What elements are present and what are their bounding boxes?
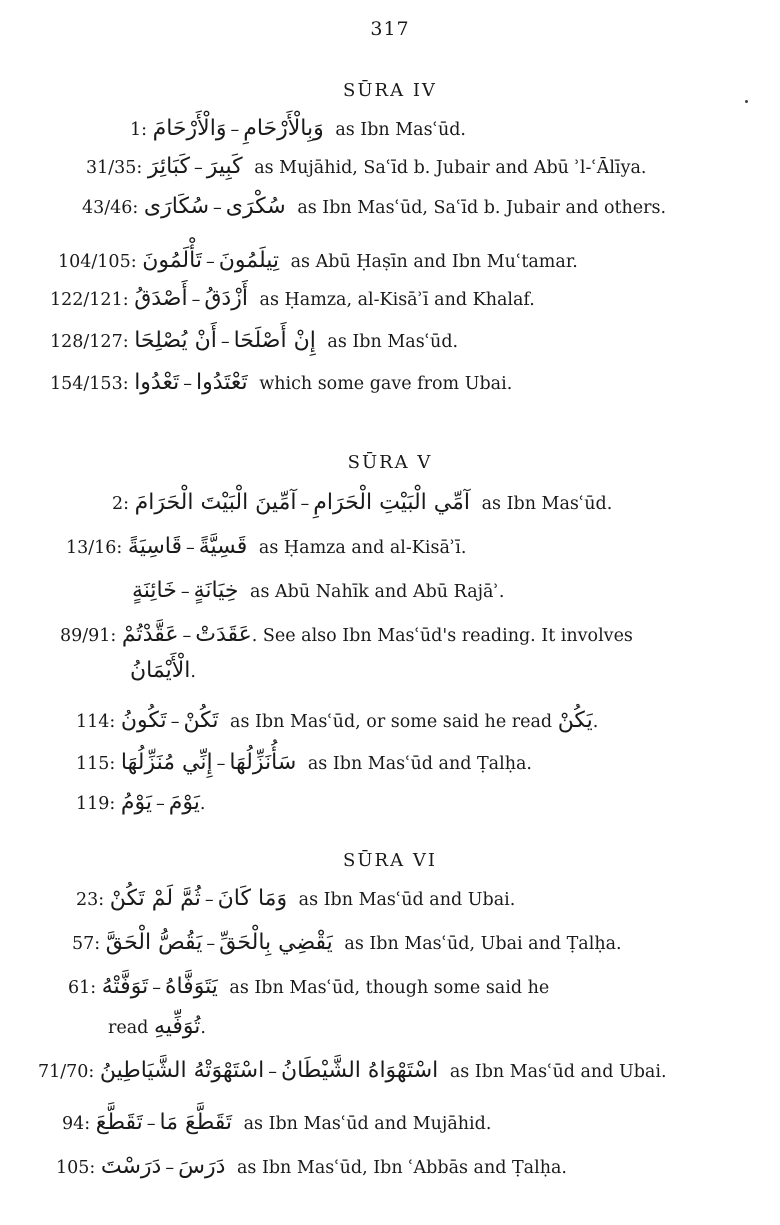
verse-number: 23: <box>76 890 105 910</box>
entry-continuation <box>130 660 196 682</box>
arabic-variant-reading: عَقَدَتْ <box>195 622 252 647</box>
variant-source: as Ibn Masʿūd. <box>327 332 459 352</box>
arabic-variant-reading: أَزْدَقُ <box>204 286 248 311</box>
arabic-standard-reading: كَبَائِرَ <box>147 154 190 179</box>
verse-number: 2: <box>112 494 130 514</box>
variant-source: as Ibn Masʿūd, Saʿīd b. Jubair and others. <box>297 198 667 218</box>
verse-number: 154/153: <box>50 374 129 394</box>
arabic-standard-reading: دَرَسْتَ <box>100 1154 162 1179</box>
variant-entry: 119: يَوْمُ – يَوْمَ. <box>76 790 206 815</box>
arabic-variant-reading: يَتَوَفَّاهُ <box>164 974 218 999</box>
verse-number: 43/46: <box>82 198 139 218</box>
variant-entry: 122/121: أَصْدَقُ – أَزْدَقُ as Ḥamza, al-Kisāʾī and Khalaf. <box>50 286 535 311</box>
variant-source: . See also Ibn Masʿūd's reading. It involves <box>251 626 633 646</box>
variant-entry: 57: يَقُصُّ الْحَقَّ – يَقْضِي بِالْحَقِّ as Ibn Masʿūd, Ubai and Ṭalḥa. <box>72 930 622 955</box>
arabic-standard-reading: تَقَطَّعَ <box>95 1110 143 1135</box>
arabic-standard-reading: إِنِّي مُنَزِّلُهَا <box>120 750 213 775</box>
variant-entry: 71/70: اسْتَهْوَتْهُ الشَّيَاطِينُ – اسْتَهْوَاهُ الشَّيْطَانُ as Ibn Masʿūd and Ubai. <box>38 1058 667 1083</box>
arabic-standard-reading: سُكَارَى <box>143 194 210 219</box>
verse-number: 57: <box>72 934 101 954</box>
verse-number: 89/91: <box>60 626 117 646</box>
variant-source: as Ḥamza and al-Kisāʾī. <box>258 538 467 558</box>
arabic-variant-reading: تَعْتَدُوا <box>195 370 248 395</box>
variant-source: as Ibn Masʿūd. <box>335 120 466 140</box>
variant-source: as Ibn Masʿūd, though some said he <box>229 978 550 998</box>
variant-entry: 89/91: عَقَّدْتُمْ – عَقَدَتْ. See also Ibn Masʿūd's reading. It involves <box>60 622 633 647</box>
entry-tail: . <box>200 1018 206 1038</box>
arabic-standard-reading: تَوَفَّتْهُ <box>101 974 149 999</box>
arabic-standard-reading: يَوْمُ <box>120 790 152 815</box>
arabic-standard-reading: خَائِنَةٍ <box>132 578 177 603</box>
arabic-standard-reading: تَكُونُ <box>120 708 167 733</box>
variant-source: as Abū Ḥaṣīn and Ibn Muʿtamar. <box>290 252 578 272</box>
arabic-variant-reading: تَكُنْ <box>183 708 219 733</box>
arabic-standard-reading: يَقُصُّ الْحَقَّ <box>105 930 203 955</box>
continuation-text: read <box>108 1018 149 1038</box>
variant-source: . <box>199 794 206 814</box>
variant-entry: 128/127: أَنْ يُصْلِحَا – إِنْ أَصْلَحَا as Ibn Masʿūd. <box>50 328 459 353</box>
variant-entry: 105: دَرَسْتَ – دَرَسَ as Ibn Masʿūd, Ibn ʿAbbās and Ṭalḥa. <box>56 1154 567 1179</box>
variant-source: as Ibn Masʿūd and Ubai. <box>298 890 516 910</box>
arabic-standard-reading: وَالْأَرْحَامَ <box>152 116 227 141</box>
verse-number: 71/70: <box>38 1062 95 1082</box>
variant-source: as Ibn Masʿūd, Ibn ʿAbbās and Ṭalḥa. <box>236 1158 567 1178</box>
variant-source: as Ibn Masʿūd and Ubai. <box>449 1062 667 1082</box>
arabic-term: الْأَيْمَانُ <box>130 658 191 683</box>
arabic-standard-reading: قَاسِيَةً <box>127 534 182 559</box>
verse-number: 105: <box>56 1158 96 1178</box>
arabic-variant-reading: دَرَسَ <box>178 1154 226 1179</box>
arabic-alternate-reading: تُوَفِّيهِ <box>153 1014 201 1039</box>
arabic-variant-reading: إِنْ أَصْلَحَا <box>233 328 316 353</box>
variant-source: which some gave from Ubai. <box>259 374 513 394</box>
verse-number: 115: <box>76 754 116 774</box>
continuation-text: . <box>190 662 196 682</box>
arabic-variant-reading: كَبِيرَ <box>206 154 243 179</box>
variant-entry: 114: تَكُونُ – تَكُنْ as Ibn Masʿūd, or some said he read يَكُنْ. <box>76 708 599 733</box>
variant-source: as Ibn Masʿūd and Ṭalḥa. <box>307 754 532 774</box>
sura-heading: SŪRA VI <box>343 850 437 871</box>
arabic-variant-reading: سَأُنَزِّلُهَا <box>229 750 297 775</box>
variant-entry: 23: ثُمَّ لَمْ تَكُنْ – وَمَا كَانَ as Ibn Masʿūd and Ubai. <box>76 886 516 911</box>
page-number: 317 <box>370 18 410 40</box>
variant-entry: 94: تَقَطَّعَ – تَقَطَّعَ مَا as Ibn Masʿūd and Mujāhid. <box>62 1110 492 1135</box>
variant-entry: 1: وَالْأَرْحَامَ – وَبِالْأَرْحَامِ as Ibn Masʿūd. <box>130 116 466 141</box>
arabic-variant-reading: اسْتَهْوَاهُ الشَّيْطَانُ <box>280 1058 439 1083</box>
verse-number: 114: <box>76 712 116 732</box>
arabic-standard-reading: ثُمَّ لَمْ تَكُنْ <box>109 886 201 911</box>
arabic-standard-reading: تَعْدُوا <box>134 370 180 395</box>
arabic-variant-reading: وَمَا كَانَ <box>217 886 288 911</box>
arabic-standard-reading: أَصْدَقُ <box>134 286 188 311</box>
variant-entry: 13/16: قَاسِيَةً – قَسِيَّةً as Ḥamza and al-Kisāʾī. <box>66 534 467 559</box>
variant-source: as Abū Nahīk and Abū Rajāʾ. <box>250 582 505 602</box>
verse-number: 119: <box>76 794 116 814</box>
variant-entry: 154/153: تَعْدُوا – تَعْتَدُوا which some gave from Ubai. <box>50 370 513 395</box>
arabic-variant-reading: يَقْضِي بِالْحَقِّ <box>219 930 333 955</box>
arabic-variant-reading: سُكْرَى <box>225 194 286 219</box>
variant-entry: 61: تَوَفَّتْهُ – يَتَوَفَّاهُ as Ibn Masʿūd, though some said he <box>68 974 550 999</box>
variant-entry: 2: آمِّينَ الْبَيْتَ الْحَرَامَ – آمِّي الْبَيْتِ الْحَرَامِ as Ibn Masʿūd. <box>112 490 613 515</box>
variant-entry: خَائِنَةٍ – خِيَانَةٍ as Abū Nahīk and Abū Rajāʾ. <box>132 578 505 603</box>
variant-source: as Ibn Masʿūd, Ubai and Ṭalḥa. <box>344 934 622 954</box>
arabic-standard-reading: تَأْلَمُونَ <box>142 248 202 273</box>
arabic-variant-reading: تَقَطَّعَ مَا <box>159 1110 233 1135</box>
entry-continuation <box>108 1016 206 1038</box>
verse-number: 61: <box>68 978 97 998</box>
verse-number: 94: <box>62 1114 91 1134</box>
arabic-variant-reading: خِيَانَةٍ <box>193 578 239 603</box>
variant-source: as Ḥamza, al-Kisāʾī and Khalaf. <box>259 290 535 310</box>
arabic-variant-reading: آمِّي الْبَيْتِ الْحَرَامِ <box>313 490 471 515</box>
arabic-standard-reading: اسْتَهْوَتْهُ الشَّيَاطِينُ <box>99 1058 265 1083</box>
arabic-variant-reading: تِيلَمُونَ <box>218 248 280 273</box>
variant-source: as Mujāhid, Saʿīd b. Jubair and Abū ʾl-ʿĀlīya. <box>254 158 647 178</box>
sura-heading: SŪRA IV <box>343 80 437 101</box>
variant-source: as Ibn Masʿūd and Mujāhid. <box>243 1114 492 1134</box>
arabic-variant-reading: يَوْمَ <box>168 790 200 815</box>
sura-heading: SŪRA V <box>347 452 433 473</box>
arabic-variant-reading: وَبِالْأَرْحَامِ <box>243 116 324 141</box>
variant-entry: 43/46: سُكَارَى – سُكْرَى as Ibn Masʿūd, Saʿīd b. Jubair and others. <box>82 194 667 219</box>
entry-tail: . <box>592 712 599 732</box>
variant-entry: 31/35: كَبَائِرَ – كَبِيرَ as Mujāhid, Saʿīd b. Jubair and Abū ʾl-ʿĀlīya. <box>86 154 647 179</box>
arabic-standard-reading: آمِّينَ الْبَيْتَ الْحَرَامَ <box>134 490 297 515</box>
verse-number: 13/16: <box>66 538 123 558</box>
arabic-variant-reading: قَسِيَّةً <box>198 534 248 559</box>
verse-number: 104/105: <box>58 252 137 272</box>
variant-source: as Ibn Masʿūd, or some said he read <box>230 712 553 732</box>
variant-entry: 104/105: تَأْلَمُونَ – تِيلَمُونَ as Abū Ḥaṣīn and Ibn Muʿtamar. <box>58 248 578 273</box>
arabic-standard-reading: أَنْ يُصْلِحَا <box>134 328 217 353</box>
variant-entry: 115: إِنِّي مُنَزِّلُهَا – سَأُنَزِّلُهَا as Ibn Masʿūd and Ṭalḥa. <box>76 750 532 775</box>
verse-number: 128/127: <box>50 332 129 352</box>
verse-number: 31/35: <box>86 158 143 178</box>
margin-speck <box>745 100 748 103</box>
arabic-alternate-reading: يَكُنْ <box>557 708 593 733</box>
verse-number: 1: <box>130 120 148 140</box>
verse-number: 122/121: <box>50 290 129 310</box>
arabic-standard-reading: عَقَّدْتُمْ <box>121 622 179 647</box>
variant-source: as Ibn Masʿūd. <box>481 494 613 514</box>
